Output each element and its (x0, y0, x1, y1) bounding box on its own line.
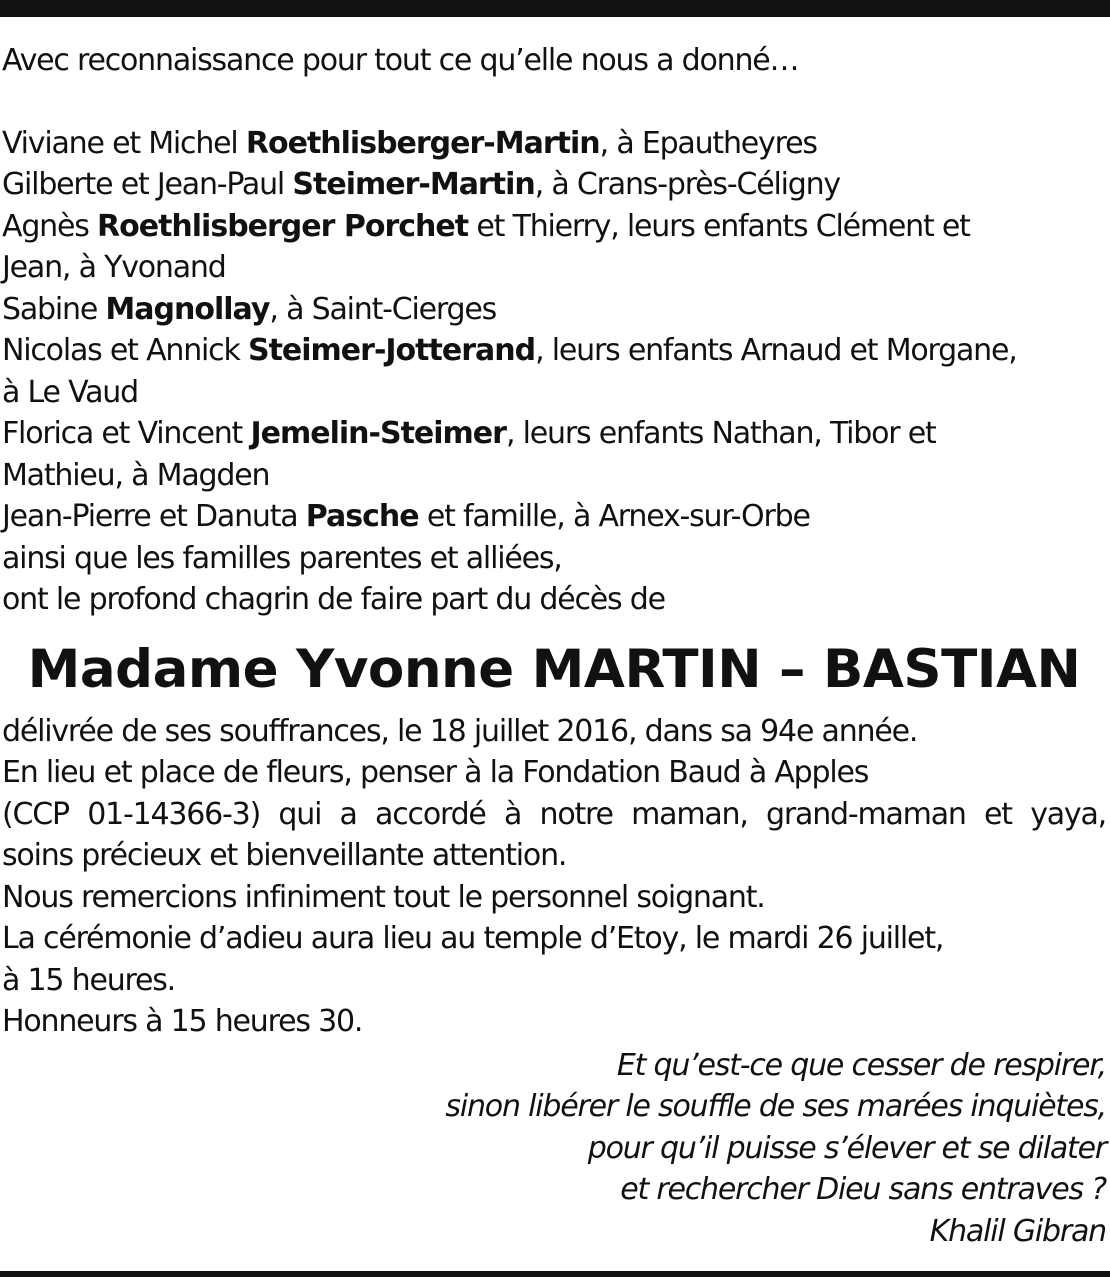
family-line (2, 455, 1106, 497)
death-notice (2, 40, 1106, 1252)
family-surname: Steimer-Jotterand (247, 333, 536, 368)
family-line-text: Jean-Pierre et Danuta (2, 499, 306, 534)
word: et (984, 796, 1012, 832)
word: à (504, 796, 522, 832)
family-line (2, 538, 1106, 580)
spacer (2, 82, 1106, 123)
word: grand-maman (766, 796, 966, 832)
word: yaya, (1030, 796, 1106, 832)
family-line-text: , leurs enfants Nathan, Tibor et (505, 416, 936, 451)
family-surname: Pasche (305, 499, 419, 534)
body-line: à 15 heures. (2, 962, 176, 998)
intro-line: Avec reconnaissance pour tout ce qu’elle nous a donné… (2, 43, 799, 78)
family-line-text: Mathieu, à Magden (2, 457, 270, 493)
quote-line: pour qu’il puisse s’élever et se dilater (587, 1130, 1106, 1166)
family-line (2, 123, 1106, 165)
word: qui (278, 796, 322, 832)
word: (CCP (2, 796, 69, 832)
word: maman, (631, 796, 748, 832)
family-surname: Magnollay (105, 291, 270, 327)
quote-line: sinon libérer le souffle de ses marées inquiètes, (445, 1089, 1106, 1124)
body-line: La cérémonie d’adieu aura lieu au temple d’Etoy, le mardi 26 juillet, (2, 921, 944, 956)
family-line-text: à Le Vaud (2, 374, 138, 410)
family-line (2, 372, 1106, 414)
family-line-text: , à Epautheyres (599, 125, 817, 161)
word: 01-14366-3) (87, 796, 261, 832)
body-line: soins précieux et bienveillante attention. (2, 838, 567, 873)
family-line (2, 413, 1106, 455)
quote-line: et rechercher Dieu sans entraves ? (620, 1172, 1106, 1207)
family-line-text: Agnès (2, 208, 98, 244)
family-line-text: , à Crans-près-Céligny (534, 167, 840, 202)
word: a (339, 796, 357, 832)
family-line (2, 496, 1106, 538)
family-surname: Jemelin-Steimer (250, 416, 506, 451)
family-surname: Roethlisberger Porchet (97, 208, 469, 244)
family-list (2, 123, 1106, 621)
body-line: délivrée de ses souffrances, le 18 juillet 2016, dans sa 94e année. (2, 713, 918, 749)
family-line (2, 164, 1106, 206)
family-line-text: Nicolas et Annick (2, 333, 248, 368)
body-line: Honneurs à 15 heures 30. (2, 1004, 363, 1039)
top-border-rule (0, 0, 1110, 17)
closing-quote (2, 1045, 1106, 1253)
family-line-text: et Thierry, leurs enfants Clément et (468, 208, 970, 244)
deceased-name-heading: Madame Yvonne MARTIN – BASTIAN (27, 638, 1081, 700)
family-line (2, 289, 1106, 331)
family-line-text: Sabine (2, 291, 106, 327)
family-line (2, 579, 1106, 621)
word: notre (539, 796, 613, 832)
family-line-text: Florica et Vincent (2, 416, 251, 451)
family-line-text: Viviane et Michel (2, 125, 246, 161)
family-surname: Steimer-Martin (292, 167, 535, 202)
family-line-text: Jean, à Yvonand (2, 250, 226, 285)
family-line-text: , à Saint-Cierges (269, 291, 497, 327)
body-line: Nous remercions infiniment tout le personnel soignant. (2, 879, 765, 915)
family-surname: Roethlisberger-Martin (245, 125, 600, 161)
quote-line: Et qu’est-ce que cesser de respirer, (616, 1047, 1106, 1083)
family-line (2, 206, 1106, 248)
word: accordé (375, 796, 486, 832)
family-line (2, 247, 1106, 289)
notice-body (2, 711, 1106, 1043)
family-line-text: ainsi que les familles parentes et alliées, (2, 540, 562, 576)
family-line (2, 330, 1106, 372)
bottom-border-rule (0, 1271, 1110, 1277)
body-line-justified (2, 794, 1106, 836)
quote-author: Khalil Gibran (929, 1213, 1106, 1249)
body-line: En lieu et place de fleurs, penser à la Fondation Baud à Apples (2, 755, 869, 790)
family-line-text: et famille, à Arnex-sur-Orbe (418, 499, 810, 534)
family-line-text: ont le profond chagrin de faire part du décès de (2, 582, 665, 617)
family-line-text: Gilberte et Jean-Paul (2, 167, 293, 202)
family-line-text: , leurs enfants Arnaud et Morgane, (535, 333, 1017, 368)
